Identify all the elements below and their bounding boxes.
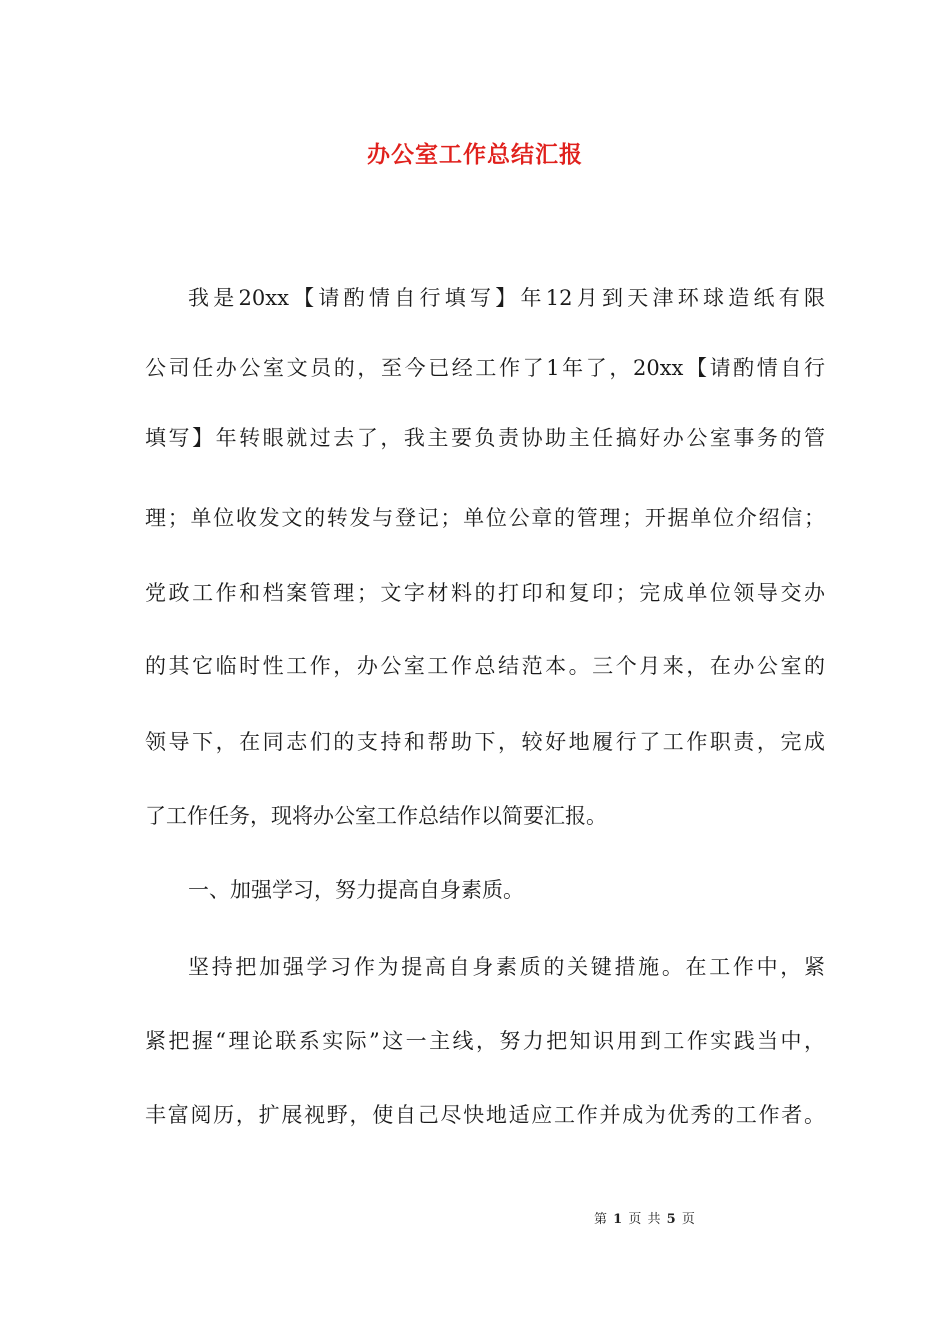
paragraph-1-line-1: 我是20xx【请酌情自行填写】年12月到天津环球造纸有限 [188,286,825,310]
paragraph-1-line-3: 填写】年转眼就过去了，我主要负责协助主任搞好办公室事务的管 [145,426,825,450]
footer-current-page: 1 [613,1212,624,1227]
paragraph-2-line-2: 紧把握“理论联系实际”这一主线，努力把知识用到工作实践当中， [145,1029,825,1053]
footer-total-word: 共 [647,1212,662,1227]
paragraph-2-line-1: 坚持把加强学习作为提高自身素质的关键措施。在工作中，紧 [188,955,825,979]
footer-total-pages: 5 [666,1212,677,1227]
paragraph-1-line-8: 了工作任务，现将办公室工作总结作以简要汇报。 [145,804,607,828]
paragraph-2-line-3: 丰富阅历，扩展视野，使自己尽快地适应工作并成为优秀的工作者。 [145,1103,825,1127]
document-title: 办公室工作总结汇报 [367,141,583,168]
footer-suffix: 页 [681,1212,696,1227]
footer-page-word: 页 [628,1212,643,1227]
paragraph-1-line-7: 领导下，在同志们的支持和帮助下，较好地履行了工作职责，完成 [145,730,825,754]
paragraph-1-line-5: 党政工作和档案管理；文字材料的打印和复印；完成单位领导交办 [145,581,825,605]
footer-prefix: 第 [594,1212,609,1227]
section-heading-1: 一、加强学习，努力提高自身素质。 [188,878,524,902]
paragraph-1-line-2: 公司任办公室文员的，至今已经工作了1年了，20xx【请酌情自行 [145,356,825,380]
paragraph-1-line-4: 理；单位收发文的转发与登记；单位公章的管理；开据单位介绍信； [145,506,825,530]
page-footer [594,1208,696,1227]
paragraph-1-line-6: 的其它临时性工作，办公室工作总结范本。三个月来，在办公室的 [145,654,825,678]
